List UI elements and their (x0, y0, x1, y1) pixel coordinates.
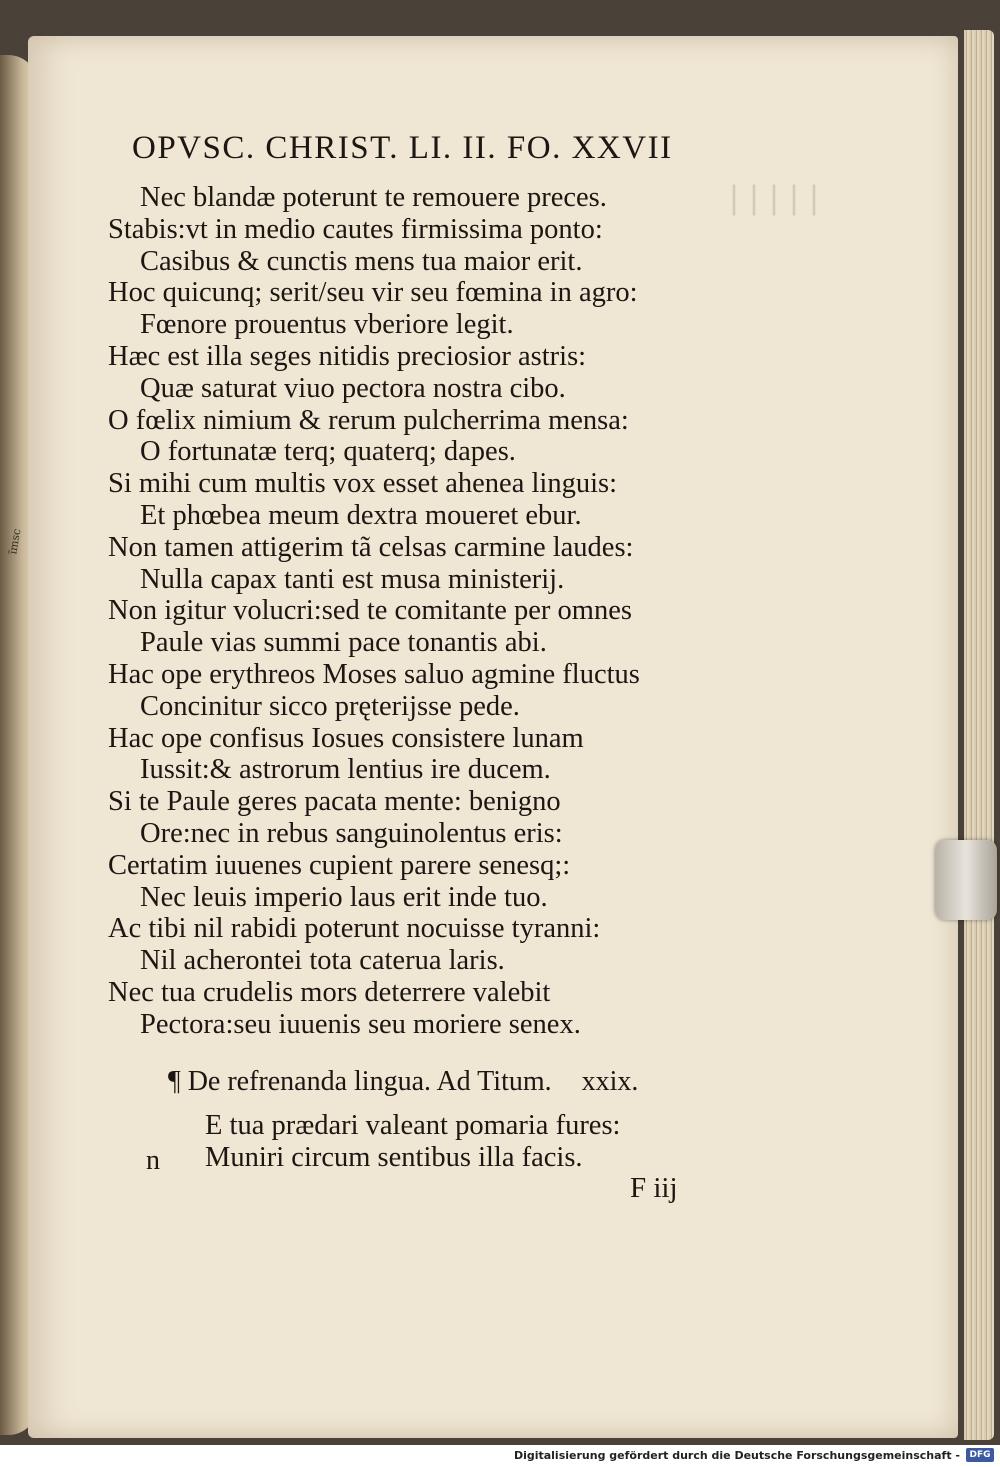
verse-line: Concinitur sicco pręterijsse pede. (140, 690, 520, 722)
verse-line: Nec tua crudelis mors deterrere valebit (108, 977, 551, 1008)
section-number: xxix. (581, 1066, 639, 1097)
running-header: OPVSC. CHRIST. LI. II. FO. XXVII (132, 130, 673, 166)
section-title (168, 1066, 638, 1098)
verse-line: Si te Paule geres pacata mente: benigno (108, 786, 561, 818)
verse-line: Quæ saturat viuo pectora nostra cibo. (140, 372, 566, 404)
verse-line: Hæc est illa seges nitidis preciosior astris: (108, 341, 587, 372)
verse-line: Paule vias summi pace tonantis abi. (140, 627, 547, 659)
verse-line: Nulla capax tanti est musa ministerij. (140, 563, 565, 595)
verse-line: O fœlix nimium & rerum pulcherrima mensa: (108, 404, 629, 436)
verse-line: Et phœbea meum dextra moueret ebur. (140, 500, 582, 531)
verse-line: Iussit:& astrorum lentius ire ducem. (140, 754, 551, 786)
verse-line: Si mihi cum multis vox esset ahenea linguis: (108, 468, 617, 500)
verse-line: Hac ope erythreos Moses saluo agmine fluctus (108, 659, 640, 690)
verse-line: Fœnore prouentus vberiore legit. (140, 309, 514, 341)
section-verse-1: E tua prædari valeant pomaria fures: (205, 1110, 621, 1141)
verse-line: Certatim iuuenes cupient parere senesq;: (108, 849, 571, 881)
section-verse-2: Muniri circum sentibus illa facis. (205, 1142, 583, 1173)
page-clip (935, 840, 997, 920)
verse-line: Non igitur volucri:sed te comitante per omnes (108, 595, 632, 627)
margin-mark: ĩmsc (6, 527, 24, 556)
guide-letter: n (146, 1145, 160, 1176)
verse-line: Ac tibi nil rabidi poterunt nocuisse tyranni: (108, 913, 601, 945)
verse-line: Non tamen attigerim tã celsas carmine laudes: (108, 531, 634, 563)
verse-line: Casibus & cunctis mens tua maior erit. (140, 245, 583, 277)
verse-line: Nec blandæ poterunt te remouere preces. (140, 182, 607, 213)
section-title-text: ¶ De refrenanda lingua. Ad Titum. (168, 1066, 552, 1097)
footer-bar (0, 1445, 1000, 1467)
dfg-logo: DFG (966, 1448, 994, 1462)
verse-line: Nil acherontei tota caterua laris. (140, 945, 505, 977)
footer-credit: Digitalisierung gefördert durch die Deutsche Forschungsgemeinschaft - (513, 1449, 960, 1462)
verse-line: Hoc quicunq; serit/seu vir seu fœmina in agro: (108, 277, 638, 309)
verse-line: Stabis:vt in medio cautes firmissima ponto: (108, 213, 603, 245)
verse-line: O fortunatæ terq; quaterq; dapes. (140, 436, 516, 468)
verse-line: Nec leuis imperio laus erit inde tuo. (140, 881, 548, 913)
verse-line: Hac ope confisus Iosues consistere lunam (108, 722, 584, 754)
verse-line: Ore:nec in rebus sanguinolentus eris: (140, 818, 563, 849)
right-page-edges (964, 30, 994, 1440)
signature-mark: F iij (630, 1172, 678, 1204)
verse-line: Pectora:seu iuuenis seu moriere senex. (140, 1008, 581, 1040)
bleed-through: ▏▏▏▏▏ (733, 186, 833, 215)
